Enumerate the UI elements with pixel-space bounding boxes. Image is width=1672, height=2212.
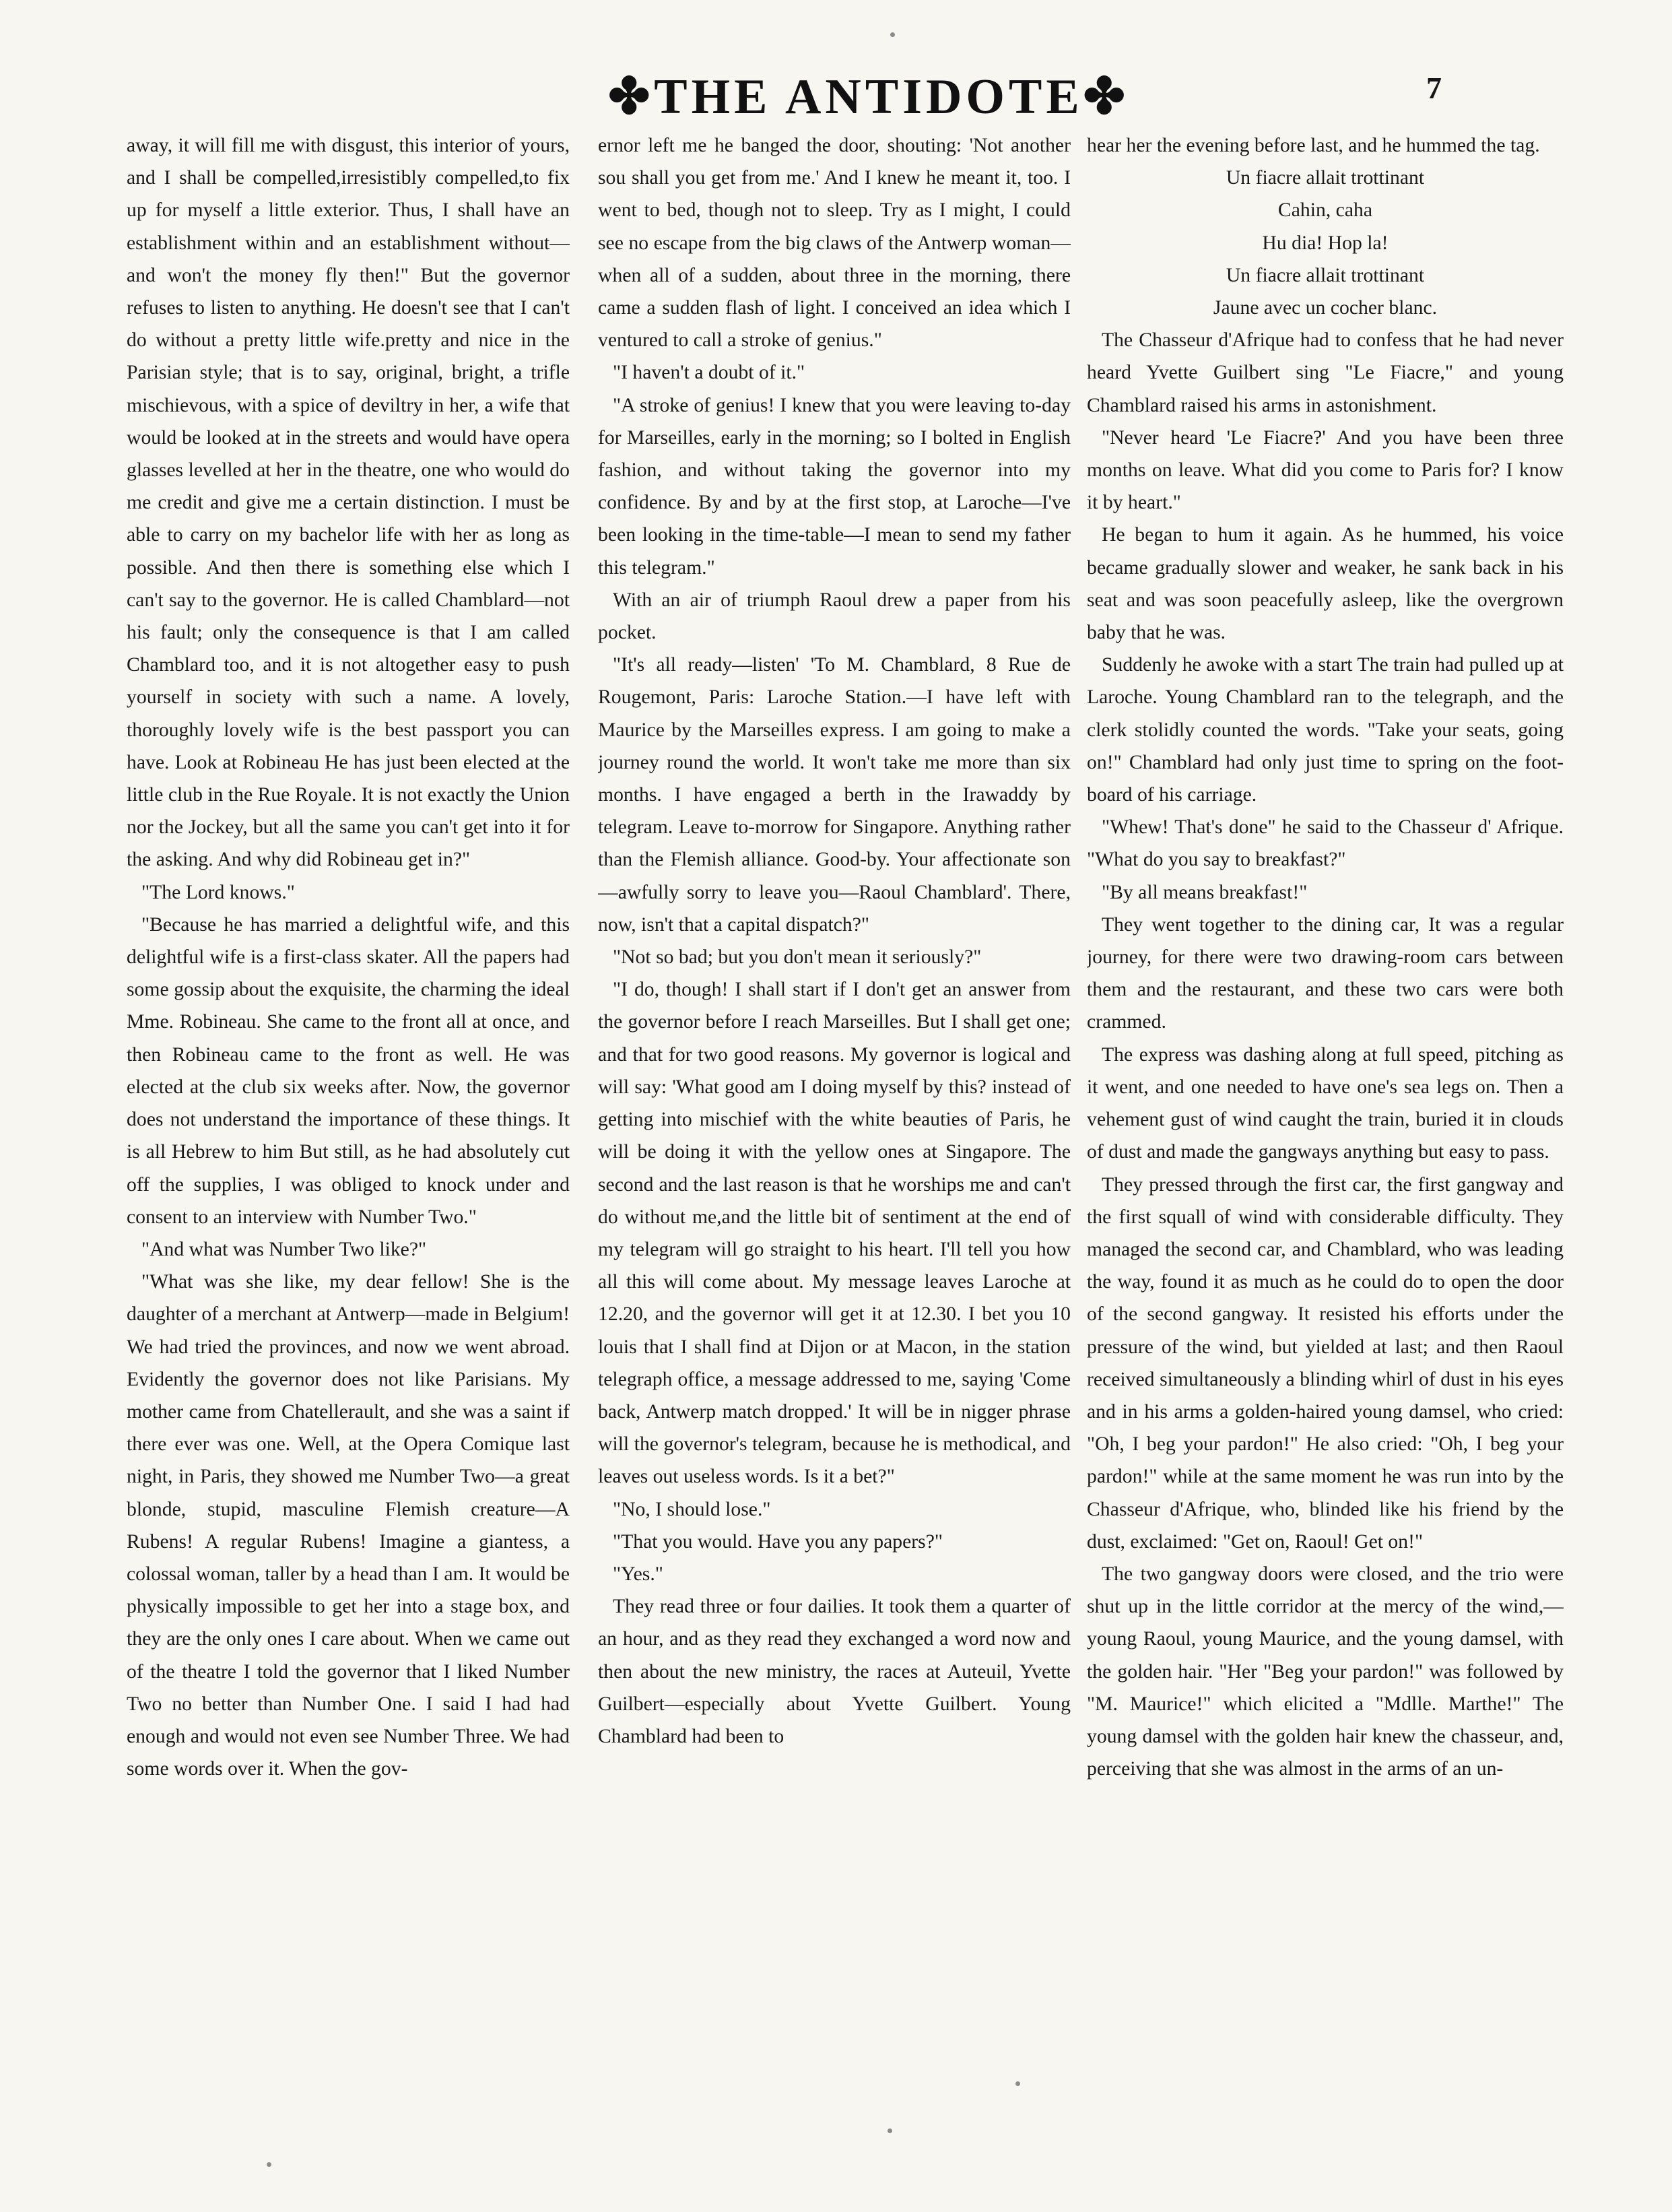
masthead bbox=[0, 54, 1672, 128]
paragraph: "Because he has married a delightful wife, and this delightful wife is a first-class skater. All the papers had some gossip about the exquisite, the charming the ideal Mme. Robineau. She came to the front all at once, and then Robineau came to the front as well. He was elected at the club six weeks after. Now, the governor does not understand the importance of these things. It is all Hebrew to him But still, as he had absolutely cut off the supplies, I was obliged to knock under and consent to an interview with Number Two." bbox=[127, 913, 570, 1228]
paragraph: "That you would. Have you any papers?" bbox=[613, 1530, 943, 1553]
paragraph: "Never heard 'Le Fiacre?' And you have been three months on leave. What did you come to Paris for? I know it by heart." bbox=[1087, 426, 1564, 514]
paragraph: "By all means breakfast!" bbox=[1102, 881, 1308, 903]
paragraph: "No, I should lose." bbox=[613, 1498, 771, 1520]
paragraph: They read three or four dailies. It took them a quarter of an hour, and as they read they exchanged a word now and then about the new ministry, the races at Auteuil, Yvette Guilbert—especially about Yvette Guilbert. Young Chamblard had been to bbox=[598, 1596, 1071, 1747]
newspaper-title bbox=[579, 67, 1158, 126]
page-number: 7 bbox=[1426, 71, 1442, 105]
paragraph: "A stroke of genius! I knew that you were leaving to-day for Marseilles, early in the morning; so I bolted in English fashion, and without taking the governor into my confidence. By and by at the first stop, at Laroche—I've been looking in the time-table—I mean to send my father this telegram." bbox=[598, 394, 1071, 579]
title-ornament-left: ✤ bbox=[608, 69, 655, 125]
column-3 bbox=[1087, 129, 1564, 2143]
paragraph: "I do, though! I shall start if I don't get an answer from the governor before I reach Marseilles. But I shall get one; and that for two good reasons. My governor is logical and will say: 'What good am I doing myself by this? instead of getting into mischief with the white beauties of Paris, he will be doing it with the yellow ones at Singapore. The second and the last reason is that he worships me and can't do without me,and the little bit of sentiment at the end of my telegram will go straight to his heart. I'll tell you how all this will come about. My message leaves Laroche at 12.20, and the governor will get it at 12.30. I bet you 10 louis that I shall find at Dijon or at Macon, in the station telegraph office, a message addressed to me, saying 'Come back, Antwerp match dropped.' It will be in nigger phrase will the governor's telegram, because he is methodical, and leaves out useless words. Is it a bet?" bbox=[598, 979, 1071, 1488]
paragraph: They went together to the dining car, It was a regular journey, for there were two drawing-room cars between them and the restaurant, and these two cars were both crammed. bbox=[1087, 913, 1564, 1033]
paragraph: The two gangway doors were closed, and the trio were shut up in the little corridor at the mercy of the wind,—young Raoul, young Maurice, and the young damsel, with the golden hair. "Her "Beg your pardon!" was followed by "M. Maurice!" which elicited a "Mdlle. Marthe!" The young damsel with the golden hair knew the chasseur, and, perceiving that she was almost in the arms of an un- bbox=[1087, 1563, 1564, 1780]
paragraph: "What was she like, my dear fellow! She is the daughter of a merchant at Antwerp—made in Belgium! We had tried the provinces, and now we went abroad. Evidently the governor does not like Parisians. My mother came from Chatellerault, and she was a saint if there ever was one. Well, at the Opera Comique last night, in Paris, they showed me Number Two—a great blonde, stupid, masculine Flemish creature—A Rubens! A regular Rubens! Imagine a giantess, a colossal woman, taller by a head than I am. It would be physically impossible to get her into a stage box, and they are the only ones I care about. When we came out of the theatre I told the governor that I liked Number Two no better than Number One. I said I had had enough and would not even see Number Three. We had some words over it. When the gov- bbox=[127, 1271, 570, 1780]
paragraph: "I haven't a doubt of it." bbox=[613, 362, 805, 384]
paragraph: The Chasseur d'Afrique had to confess that he had never heard Yvette Guilbert sing "Le Fiacre," and young Chamblard raised his arms in astonishment. bbox=[1087, 329, 1564, 416]
scan-speck bbox=[1015, 2081, 1020, 2086]
column-1 bbox=[127, 129, 570, 2143]
scan-speck bbox=[888, 2128, 892, 2133]
paragraph: They pressed through the first car, the first gangway and the first squall of wind with considerable difficulty. They managed the second car, and Chamblard, who was leading the way, found it as much as he could do to open the door of the second gangway. It resisted his efforts under the pressure of the wind, but yielded at last; and then Raoul received simultaneously a blinding whirl of dust in his eyes and in his arms a golden-haired young damsel, who cried: "Oh, I beg your pardon!" He also cried: "Oh, I beg your pardon!" while at the same moment he was run into by the Chasseur d'Afrique, who, blinded like his friend by the dust, exclaimed: "Get on, Raoul! Get on!" bbox=[1087, 1173, 1564, 1553]
paragraph: Suddenly he awoke with a start The train had pulled up at Laroche. Young Chamblard ran to the telegraph, and the clerk stolidly counted the words. "Take your seats, going on!" Chamblard had only just time to spring on the foot-board of his carriage. bbox=[1087, 654, 1564, 806]
paragraph: "And what was Number Two like?" bbox=[141, 1238, 427, 1260]
newspaper-title-text: THE ANTIDOTE bbox=[654, 69, 1083, 125]
paragraph: "The Lord knows." bbox=[141, 881, 295, 903]
scan-speck bbox=[267, 2162, 271, 2167]
paragraph: "It's all ready—listen' 'To M. Chamblard, 8 Rue de Rougemont, Paris: Laroche Station.—I have left with Maurice by the Marseilles express. I am going to make a journey round the world. It won't take me more than six months. I have engaged a berth in the Irawaddy by telegram. Leave to-morrow for Singapore. Anything rather than the Flemish alliance. Good-by. Your affectionate son—awfully sorry to leave you—Raoul Chamblard'. There, now, isn't that a capital dispatch?" bbox=[598, 654, 1071, 936]
paragraph: "Yes." bbox=[613, 1563, 663, 1585]
song-verse bbox=[1087, 162, 1564, 324]
paragraph: hear her the evening before last, and he hummed the tag. bbox=[1087, 135, 1540, 156]
song-line: Un fiacre allait trottinant bbox=[1226, 167, 1425, 189]
song-line: Jaune avec un cocher blanc. bbox=[1213, 297, 1438, 319]
song-line: Un fiacre allait trottinant bbox=[1226, 264, 1425, 286]
song-line: Cahin, caha bbox=[1277, 199, 1373, 222]
paragraph: The express was dashing along at full speed, pitching as it went, and one needed to have one's sea legs on. Then a vehement gust of wind caught the train, buried it in clouds of dust and made the gangways anything but easy to pass. bbox=[1087, 1043, 1564, 1163]
paragraph: He began to hum it again. As he hummed, his voice became gradually slower and weaker, he sank back in his seat and was soon peacefully asleep, like the overgrown baby that he was. bbox=[1087, 524, 1564, 644]
title-ornament-right: ✤ bbox=[1083, 69, 1129, 125]
scan-speck bbox=[890, 32, 895, 37]
paragraph: ernor left me he banged the door, shouting: 'Not another sou shall you get from me.' And I knew he meant it, too. I went to bed, though not to sleep. Try as I might, I could see no escape from the big claws of the Antwerp woman—when all of a sudden, about three in the morning, there came a sudden flash of light. I conceived an idea which I ventured to call a stroke of genius." bbox=[598, 135, 1071, 352]
song-line: Hu dia! Hop la! bbox=[1262, 232, 1389, 254]
paragraph: "Not so bad; but you don't mean it seriously?" bbox=[613, 946, 982, 969]
paragraph: "Whew! That's done" he said to the Chasseur d' Afrique. "What do you say to breakfast?" bbox=[1087, 816, 1564, 871]
column-2 bbox=[598, 129, 1071, 2143]
paragraph: With an air of triumph Raoul drew a paper from his pocket. bbox=[598, 589, 1071, 644]
paragraph: away, it will fill me with disgust, this interior of yours, and I shall be compelled,irresistibly compelled,to fix up for myself a little exterior. Thus, I shall have an establishment within and an establishment without—and won't the money fly then!" But the governor refuses to listen to anything. He doesn't see that I can't do without a pretty little wife.pretty and nice in the Parisian style; that is to say, original, bright, a trifle mischievous, with a spice of deviltry in her, a wife that would be looked at in the streets and would have opera glasses levelled at her in the theatre, one who would do me credit and give me a certain distinction. I must be able to carry on my bachelor life with her as long as possible. And then there is something else which I can't say to the governor. He is called Chamblard—not his fault; only the consequence is that I am called Chamblard too, and it is not altogether easy to push yourself in society with such a name. A lovely, thoroughly lovely wife is the best passport you can have. Look at Robineau He has just been elected at the little club in the Rue Royale. It is not exactly the Union nor the Jockey, but all the same you can't get into it for the asking. And why did Robineau get in?" bbox=[127, 135, 570, 871]
